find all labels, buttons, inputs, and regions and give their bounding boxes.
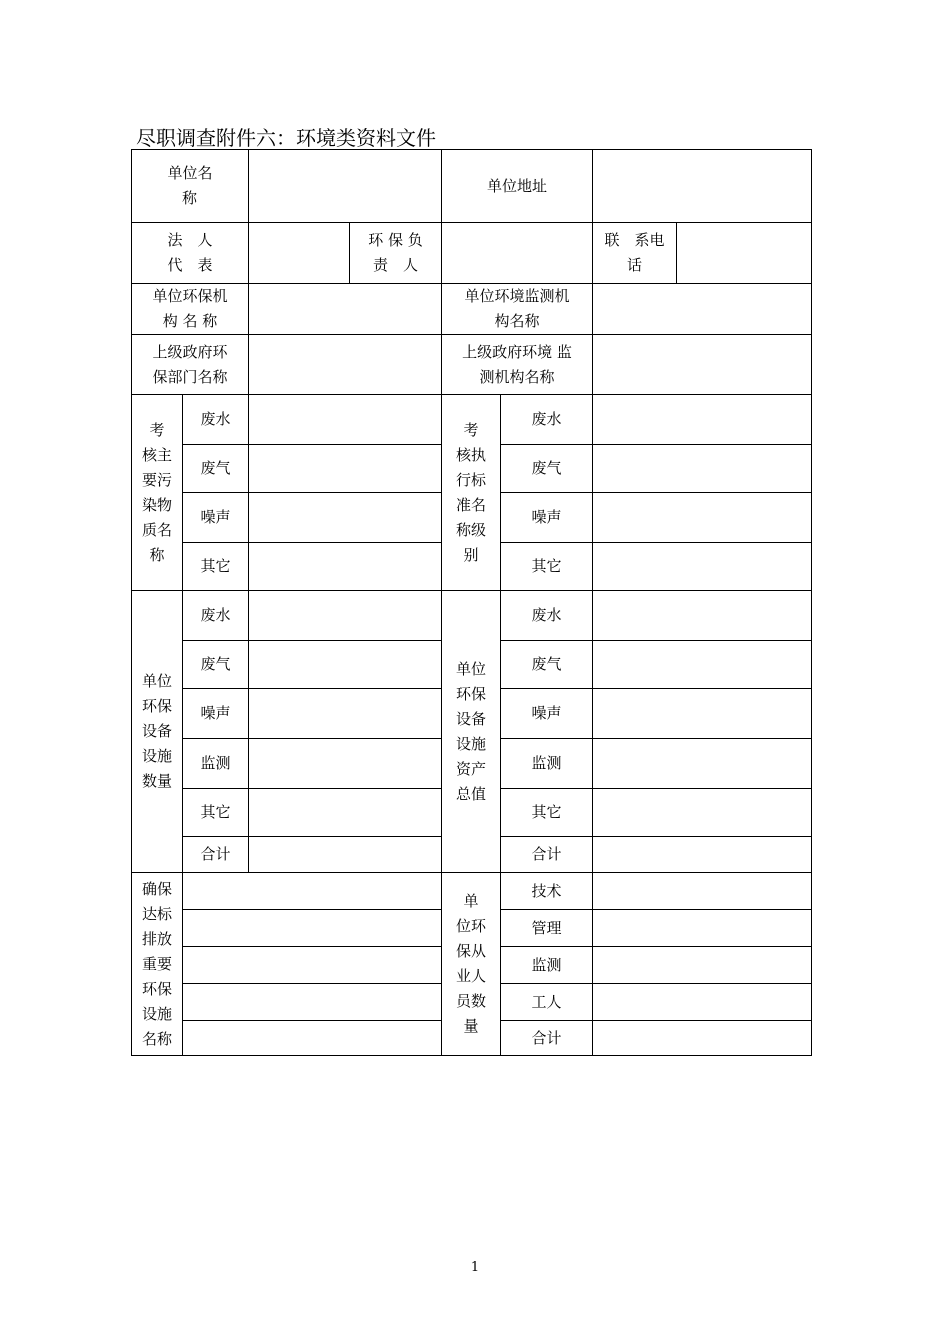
staff-section-label: 单 位环 保从 业人 员数 量 — [442, 873, 501, 1056]
facility-name-field[interactable] — [183, 910, 442, 947]
equipment-count-value[interactable] — [249, 789, 442, 837]
standard-item-label: 其它 — [501, 543, 593, 591]
row-pollutant-wastewater — [132, 395, 812, 445]
equipment-count-item-label: 其它 — [183, 789, 249, 837]
equipment-count-label: 单位 环保 设备 设施 数量 — [132, 591, 183, 873]
equipment-count-item-label: 监测 — [183, 739, 249, 789]
environment-info-form — [131, 149, 812, 1056]
staff-count-value[interactable] — [593, 873, 812, 910]
equipment-count-item-label: 噪声 — [183, 689, 249, 739]
equipment-asset-item-label: 噪声 — [501, 689, 593, 739]
equipment-asset-value[interactable] — [593, 789, 812, 837]
unit-address-value[interactable] — [593, 150, 812, 223]
equipment-count-value[interactable] — [249, 739, 442, 789]
equipment-count-value[interactable] — [249, 641, 442, 689]
page-number: 1 — [470, 1260, 480, 1275]
phone-label: 联 系电 话 — [593, 223, 677, 284]
facility-name-field[interactable] — [183, 984, 442, 1021]
facility-name-field[interactable] — [183, 1021, 442, 1056]
unit-address-label: 单位地址 — [442, 150, 593, 223]
pollutant-item-label: 噪声 — [183, 493, 249, 543]
equipment-asset-value[interactable] — [593, 689, 812, 739]
staff-item-label: 管理 — [501, 910, 593, 947]
facility-name-field[interactable] — [183, 873, 442, 910]
equipment-asset-value[interactable] — [593, 837, 812, 873]
gov-monitor-org-value[interactable] — [593, 335, 812, 395]
standard-item-value[interactable] — [593, 445, 812, 493]
env-responsible-label: 环 保 负 责 人 — [350, 223, 442, 284]
standard-item-value[interactable] — [593, 543, 812, 591]
equipment-asset-value[interactable] — [593, 641, 812, 689]
equipment-count-item-label: 合计 — [183, 837, 249, 873]
staff-item-label: 工人 — [501, 984, 593, 1021]
row-unit-name — [132, 150, 812, 223]
staff-count-value[interactable] — [593, 1021, 812, 1056]
staff-item-label: 监测 — [501, 947, 593, 984]
equipment-asset-item-label: 废气 — [501, 641, 593, 689]
pollutant-item-label: 废水 — [183, 395, 249, 445]
standard-item-label: 噪声 — [501, 493, 593, 543]
env-org-label: 单位环保机 构 名 称 — [132, 284, 249, 335]
pollutant-item-label: 废气 — [183, 445, 249, 493]
equipment-asset-item-label: 废水 — [501, 591, 593, 641]
staff-count-value[interactable] — [593, 910, 812, 947]
env-monitor-org-value[interactable] — [593, 284, 812, 335]
gov-monitor-org-label: 上级政府环境 监 测机构名称 — [442, 335, 593, 395]
staff-count-value[interactable] — [593, 947, 812, 984]
equipment-count-value[interactable] — [249, 837, 442, 873]
equipment-count-item-label: 废气 — [183, 641, 249, 689]
equipment-asset-label: 单位 环保 设备 设施 资产 总值 — [442, 591, 501, 873]
standard-item-label: 废气 — [501, 445, 593, 493]
equipment-count-value[interactable] — [249, 591, 442, 641]
legal-rep-label: 法 人 代 表 — [132, 223, 249, 284]
row-facility-1 — [132, 873, 812, 910]
pollutants-section-label: 考 核主 要污 染物 质名 称 — [132, 395, 183, 591]
env-org-value[interactable] — [249, 284, 442, 335]
row-legal-rep — [132, 223, 812, 284]
env-responsible-value[interactable] — [442, 223, 593, 284]
equipment-count-item-label: 废水 — [183, 591, 249, 641]
equipment-asset-item-label: 合计 — [501, 837, 593, 873]
row-equipment-wastewater — [132, 591, 812, 641]
facility-name-field[interactable] — [183, 947, 442, 984]
equipment-asset-value[interactable] — [593, 591, 812, 641]
equipment-asset-item-label: 其它 — [501, 789, 593, 837]
facilities-section-label: 确保 达标 排放 重要 环保 设施 名称 — [132, 873, 183, 1056]
standard-section-label: 考 核执 行标 准名 称级 别 — [442, 395, 501, 591]
page-title: 尽职调查附件六：环境类资料文件 — [136, 126, 436, 150]
standard-item-label: 废水 — [501, 395, 593, 445]
pollutant-item-value[interactable] — [249, 445, 442, 493]
pollutant-item-value[interactable] — [249, 493, 442, 543]
standard-item-value[interactable] — [593, 395, 812, 445]
standard-item-value[interactable] — [593, 493, 812, 543]
env-monitor-org-label: 单位环境监测机 构名称 — [442, 284, 593, 335]
legal-rep-value[interactable] — [249, 223, 350, 284]
pollutant-item-value[interactable] — [249, 543, 442, 591]
equipment-asset-value[interactable] — [593, 739, 812, 789]
equipment-count-value[interactable] — [249, 689, 442, 739]
staff-item-label: 合计 — [501, 1021, 593, 1056]
gov-env-dept-value[interactable] — [249, 335, 442, 395]
gov-env-dept-label: 上级政府环 保部门名称 — [132, 335, 249, 395]
row-env-org — [132, 284, 812, 335]
staff-item-label: 技术 — [501, 873, 593, 910]
equipment-asset-item-label: 监测 — [501, 739, 593, 789]
staff-count-value[interactable] — [593, 984, 812, 1021]
unit-name-label: 单位名 称 — [132, 150, 249, 223]
pollutant-item-value[interactable] — [249, 395, 442, 445]
phone-value[interactable] — [677, 223, 812, 284]
unit-name-value[interactable] — [249, 150, 442, 223]
row-gov-env-dept — [132, 335, 812, 395]
pollutant-item-label: 其它 — [183, 543, 249, 591]
